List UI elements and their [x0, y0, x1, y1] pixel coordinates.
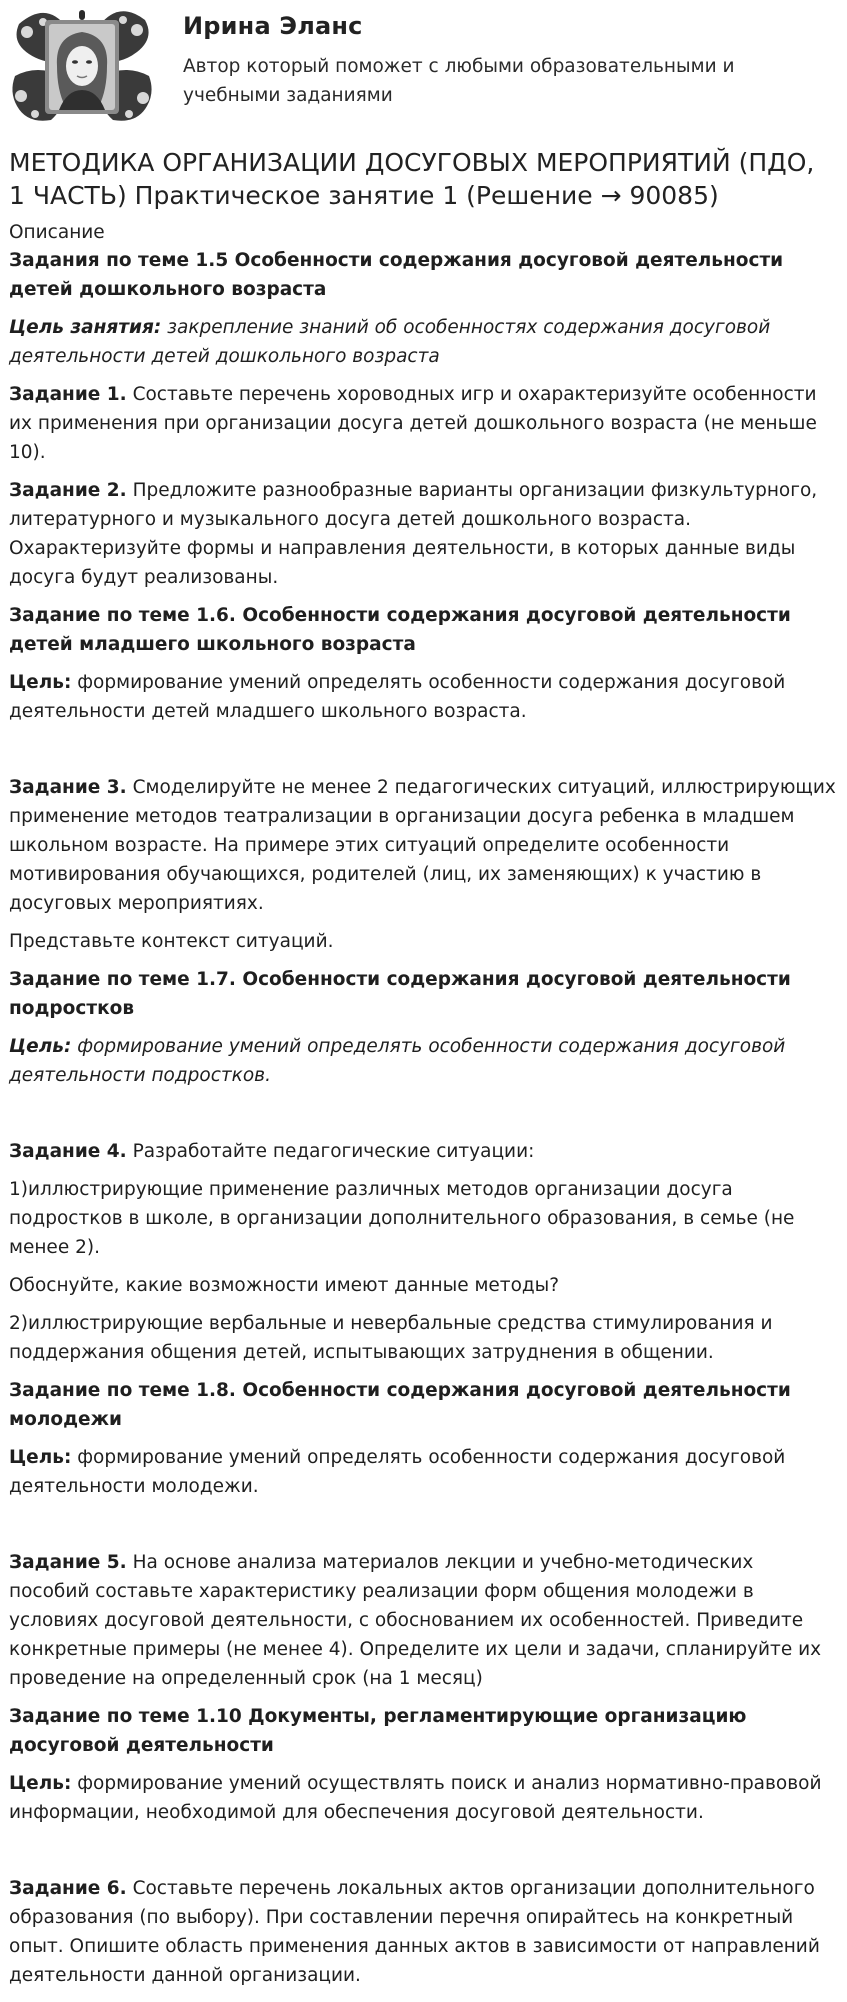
avatar[interactable] — [7, 6, 157, 126]
spacer — [9, 1510, 838, 1548]
task-label: Задание 2. — [9, 480, 127, 501]
spacer — [9, 735, 838, 773]
task-text: На основе анализа материалов лекции и учебно-методических пособий составьте характеристику реализации форм общения молодежи в условиях досуговой деятельности, с обоснованием их особенностей. Приведите конкретные примеры (не менее 4). Определите их цели и задачи, спланируйте их проведение на определенный срок (на 1 месяц) — [9, 1552, 822, 1689]
task-label: Задание 3. — [9, 777, 127, 798]
goal-paragraph — [9, 668, 838, 726]
goal-text: закрепление знаний об особенностях содержания досуговой деятельности детей дошкольного возраста — [9, 317, 771, 367]
task-label: Задание 1. — [9, 384, 127, 405]
author-description: Автор который поможет с любыми образовательными и учебными заданиями — [183, 56, 735, 106]
task-4-item-2: 2)иллюстрирующие вербальные и невербальные средства стимулирования и поддержания общения детей, испытывающих затруднения в общении. — [9, 1313, 773, 1363]
task-text: Смоделируйте не менее 2 педагогических ситуаций, иллюстрирующих применение методов театрализации в организации досуга ребенка в младшем школьном возрасте. На примере этих ситуаций определите особенности мотивирования обучающихся, родителей (лиц, их заменяющих) к участию в досуговых мероприятиях. — [9, 777, 836, 914]
goal-paragraph — [9, 313, 838, 371]
task-text: Разработайте педагогические ситуации: — [126, 1141, 535, 1162]
task-label: Задание 4. — [9, 1141, 127, 1162]
goal-label: Цель: — [9, 672, 72, 693]
goal-paragraph — [9, 1443, 838, 1501]
task-label: Задание 6. — [9, 1878, 127, 1899]
goal-text: формирование умений определять особенности содержания досуговой деятельности подростков. — [9, 1036, 786, 1086]
goal-text: формирование умений определять особенности содержания досуговой деятельности молодежи. — [9, 1447, 786, 1497]
task-5 — [9, 1548, 838, 1693]
theme-heading-text: Задания по теме 1.5 Особенности содержания досуговой деятельности детей дошкольного возраста — [9, 250, 784, 300]
goal-label: Цель: — [9, 1036, 72, 1057]
task-3-context: Представьте контекст ситуаций. — [9, 931, 334, 952]
theme-heading-1-7 — [9, 965, 838, 1023]
task-4 — [9, 1137, 838, 1166]
task-text: Предложите разнообразные варианты организации физкультурного, литературного и музыкального досуга детей дошкольного возраста. Охарактеризуйте формы и направления деятельности, в которых данные виды досуга будут реализованы. — [9, 480, 818, 588]
author-name[interactable]: Ирина Эланс — [183, 12, 363, 40]
theme-heading-1-6 — [9, 601, 838, 659]
goal-paragraph — [9, 1032, 838, 1090]
task-1 — [9, 380, 838, 467]
description-content — [9, 246, 838, 1990]
task-2 — [9, 476, 838, 592]
theme-heading-text: Задание по теме 1.6. Особенности содержания досуговой деятельности детей младшего школьного возраста — [9, 605, 791, 655]
goal-label: Цель: — [9, 1447, 72, 1468]
goal-text: формирование умений определять особенности содержания досуговой деятельности детей младшего школьного возраста. — [9, 672, 786, 722]
goal-label: Цель: — [9, 1773, 72, 1794]
theme-heading-1-10 — [9, 1702, 838, 1760]
author-card — [9, 0, 838, 132]
theme-heading-1-5 — [9, 246, 838, 304]
task-text: Составьте перечень локальных актов организации дополнительного образования (по выбору). При составлении перечня опирайтесь на конкретный опыт. Опишите область применения данных актов в зависимости от направлений деятельности данной организации. — [9, 1878, 820, 1986]
author-info — [183, 6, 783, 110]
task-label: Задание 5. — [9, 1552, 127, 1573]
task-6 — [9, 1874, 838, 1990]
spacer — [9, 1836, 838, 1874]
task-text: Составьте перечень хороводных игр и охарактеризуйте особенности их применения при организации досуга детей дошкольного возраста (не меньше 10). — [9, 384, 817, 463]
task-4-item-1: 1)иллюстрирующие применение различных методов организации досуга подростков в школе, в организации дополнительного образования, в семье (не менее 2). — [9, 1179, 795, 1258]
theme-heading-1-8 — [9, 1376, 838, 1434]
page-title: МЕТОДИКА ОРГАНИЗАЦИИ ДОСУГОВЫХ МЕРОПРИЯТИЙ (ПДО, 1 ЧАСТЬ) Практическое занятие 1 (Решение → 90085) — [9, 148, 815, 210]
goal-paragraph — [9, 1769, 838, 1827]
theme-heading-text: Задание по теме 1.7. Особенности содержания досуговой деятельности подростков — [9, 969, 791, 1019]
theme-heading-text: Задание по теме 1.8. Особенности содержания досуговой деятельности молодежи — [9, 1380, 791, 1430]
task-3 — [9, 773, 838, 918]
goal-text: формирование умений осуществлять поиск и анализ нормативно-правовой информации, необходимой для обеспечения досуговой деятельности. — [9, 1773, 822, 1823]
description-label: Описание — [9, 222, 105, 243]
theme-heading-text: Задание по теме 1.10 Документы, регламентирующие организацию досуговой деятельности — [9, 1706, 747, 1756]
task-4-question: Обоснуйте, какие возможности имеют данные методы? — [9, 1275, 560, 1296]
goal-label: Цель занятия: — [9, 317, 162, 338]
butterfly-frame-icon — [7, 6, 157, 126]
spacer — [9, 1099, 838, 1137]
